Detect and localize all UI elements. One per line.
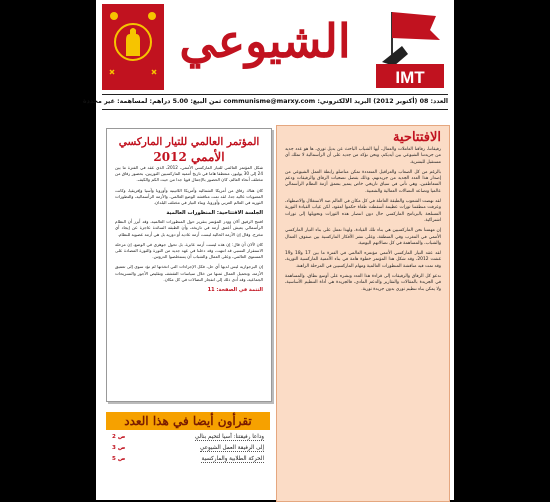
article-body-continued <box>107 219 271 283</box>
editorial-paragraph: بالرغم من كل الصعاب والعراقيل المتعددة تمكن مناضلو رابطة العمل الشيوعي من إصدار هذا العدد الجديد من جريدتهم، وذلك بفضل تضحيات الرفاق والرفيقات ودعم المتعاطفين، وهي تأتي في سياق تاريخي خاص يتميز بتعمق أزمة النظام الرأسمالي عالميا وتصاعد النضالات العمالية والشعبية. <box>285 169 441 194</box>
newspaper-page <box>82 0 454 500</box>
article-title <box>107 135 271 165</box>
editorial-paragraph: لقد عقد التيار الماركسي الأممي مؤتمره العالمي في الفترة ما بين 17 و18 و19 غشت 2012، وقد شكل هذا المؤتمر خطوة هامة في بناء الأممية الماركسية الثورية، وقد تمت فيه مناقشة المنظورات العالمية ومهام الماركسيين في المرحلة الراهنة. <box>285 251 442 269</box>
league-emblem <box>102 4 164 90</box>
editorial-title: الافتتاحية <box>393 130 441 145</box>
also-read-title: وداعا رفيقتنا: آسيا لتحيم بنالي <box>194 434 264 440</box>
editorial-paragraph: لقد نهضت الشعوب والطبقة العاملة في كل مكان في العالم ضد الاستغلال والاضطهاد، وعرفت منطقتنا ثورات عظيمة أسقطت طغاة حكموا لعقود، لكن غياب القيادة الثورية المسلحة بالبرنامج الماركسي حال دون انتصار هذه الثورات وتحويلها إلى ثورات اشتراكية. <box>285 199 441 223</box>
article-body <box>107 165 271 206</box>
also-read-item[interactable] <box>106 443 270 454</box>
continued-on-page-link[interactable]: التتمة في الصفحة: 11 <box>207 287 263 294</box>
editorial-paragraph: إن مهمتنا نحن الماركسيين هي بناء تلك القيادة، ولهذا نعمل على بناء التيار الماركسي الأممي في المغرب وفي المنطقة، وعلى نشر الأفكار الماركسية بين صفوف العمال والشباب، والمساهمة في كل نضالاتهم اليومية. <box>285 228 441 246</box>
imt-logo-text: IMT <box>395 68 425 87</box>
article-paragraph: كان لآلان أن قال: إن هذه ليست أزمة عابرة، بل تحول جوهري في الوضع، إن مرحلة الاستقرار النسبي قد انتهت، وقد دخلنا في عهد جديد من الثورة والثورة المضادة على المستوى العالمي، وعلى العمال والشباب أن يستخلصوا الدروس. <box>115 241 263 260</box>
article-title-line1: المؤتمر العالمي للتيار الماركسي <box>118 136 260 148</box>
article-paragraph: افتتح الرفيق آلان وودز المؤتمر بتقرير حول المنظورات العالمية، وقد أبرز أن النظام الرأسمالي يعيش أعمق أزمة في تاريخه، وأن الطبقة السائدة عاجزة عن إيجاد أي مخرج. وقال إن الأزمة الحالية ليست أزمة عادية أو دورية بل هي أزمة عضوية للنظام. <box>115 219 263 237</box>
also-read-title: الحركة الطلابية والماركسية <box>201 456 264 462</box>
article-paragraph: شكل المؤتمر العالمي للتيار الماركسي الأممي، 2012، الذي عقد في الفترة ما بين 24 إلى 30 يوليوز، منعطفا هاما في تاريخ أممية الماركسيين الثوريين، بحضور رفاق من مختلف أنحاء العالم، كان الحضور بالإجمال قويا جدا من حيث الكم والكيف. <box>115 165 264 183</box>
also-read-page: ص 2 <box>112 434 126 440</box>
masthead <box>102 4 448 92</box>
imt-logo <box>372 6 448 90</box>
also-read-page: ص 5 <box>112 456 126 462</box>
article-paragraph: إن البرجوازية ليس لديها أي حل، فكل الإجراءات التي اتخذتها لم تؤد سوى إلى تعميق الأزمة، وتحميل العمال ثمنها من خلال سياسات التقشف وتقليص الأجور والتسريحات الجماعية، وقد أدى ذلك إلى انفجار النضالات في كل مكان. <box>115 264 263 282</box>
editorial-paragraph: رفيقاتنا، رفاقنا العاملات والعمال، أيها الشباب الباحث عن بديل ثوري، ها هو عدد جديد من جريدتنا الشيوعي بين أيديكم، ونحن نؤكد من جديد على أن الرأسمالية لا تملك أي مستقبل للبشرية. <box>285 147 441 165</box>
world-congress-article <box>106 128 272 402</box>
article-subheading: الجلسة الافتتاحية: المنظورات العالمية <box>166 210 263 217</box>
article-paragraph: كان هناك رفاق من أمريكا الشمالية وأمريكا اللاتينية وأوروبا وآسيا وإفريقيا، وكانت المعنويات عالية جدا، لقد تمت مناقشة الوضع العالمي، والأزمة الرأسمالية، والتطورات الثورية في العالم العربي وأوروبا، وبناء التيار في مختلف البلدان. <box>115 187 263 206</box>
also-read-list <box>106 432 270 496</box>
newspaper-title: الشيوعي <box>179 14 351 68</box>
editorial-paragraph: ندعو كل الرفاق والرفيقات إلى قراءة هذا العدد ونشره على أوسع نطاق، والمساهمة في الجريدة بالمقالات والتقارير والدعم المادي، فالجريدة هي أداة التنظيم الأساسية، ولا يمكن بناء تنظيم ثوري بدون جريدة ثورية. <box>285 274 441 292</box>
article-title-line2: الأممي 2012 <box>153 150 225 164</box>
editorial-body <box>277 147 449 293</box>
issue-info-bar: العدد: 08 (أكتوبر 2012) البريد الالكتروني: communisme@marxy.com ثمن البيع: 5.00 دراهم: لمساهمة: غير محددة <box>102 94 448 110</box>
also-read-item[interactable] <box>106 432 270 443</box>
also-read-title: إلى الرفيقة العمل الشيوعي <box>199 445 264 451</box>
also-read-header: تقرأون أيضا في هذا العدد <box>106 412 270 430</box>
also-read-item[interactable] <box>106 454 270 465</box>
also-read-page: ص 3 <box>112 445 126 451</box>
editorial-column <box>276 125 450 502</box>
